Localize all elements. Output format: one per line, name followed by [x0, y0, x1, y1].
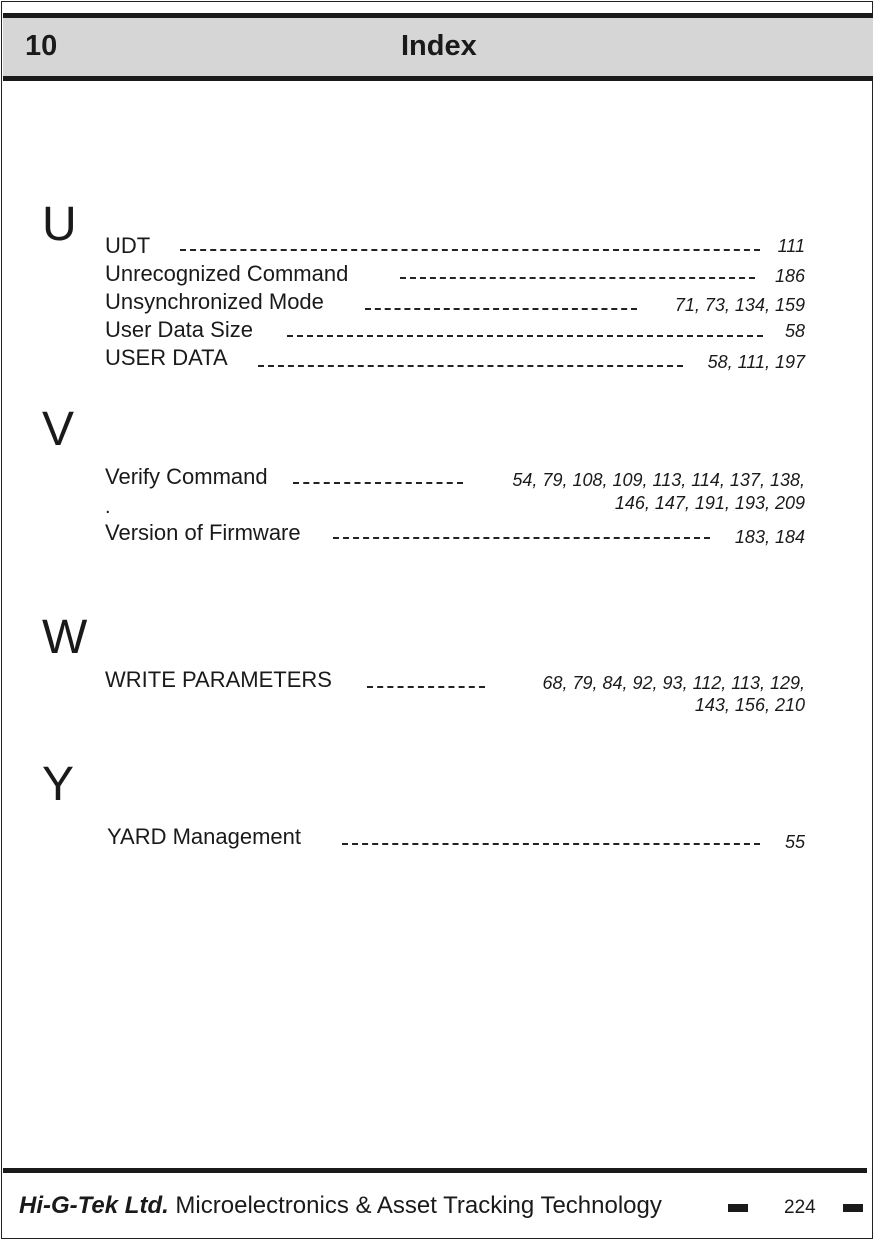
index-entry [105, 291, 805, 319]
index-term: Unsynchronized Mode [105, 289, 324, 314]
dot-leader [333, 537, 710, 539]
dot-leader [367, 686, 485, 688]
index-term: Verify Command [105, 464, 268, 489]
index-entry [105, 466, 805, 494]
index-entry [105, 263, 805, 291]
footer-tagline: Microelectronics & Asset Tracking Technology [168, 1192, 662, 1219]
chapter-header [3, 13, 873, 81]
dot-leader [180, 249, 760, 251]
index-pages: 58 [784, 321, 805, 341]
section-letter-w: W [42, 611, 88, 664]
index-pages: 68, 79, 84, 92, 93, 112, 113, 129, [542, 673, 805, 693]
dot-leader [258, 365, 683, 367]
index-entry [107, 826, 805, 854]
index-pages-continued: 146, 147, 191, 193, 209 [614, 493, 805, 513]
footer-bar-left [728, 1204, 748, 1212]
index-pages: 55 [784, 832, 805, 852]
dot-leader [365, 308, 637, 310]
section-letter-v: V [42, 403, 75, 456]
index-pages: 54, 79, 108, 109, 113, 114, 137, 138, [512, 470, 805, 490]
index-term: Version of Firmware [105, 520, 301, 545]
page-number: 224 [784, 1197, 816, 1218]
index-term: Unrecognized Command [105, 261, 349, 286]
index-term: YARD Management [107, 824, 302, 849]
index-pages: 58, 111, 197 [707, 352, 805, 372]
index-term: UDT [105, 233, 151, 258]
index-term: WRITE PARAMETERS [105, 667, 332, 692]
section-letter-u: U [42, 198, 77, 251]
index-pages: 71, 73, 134, 159 [674, 295, 805, 315]
continuation-mark: . [105, 496, 111, 518]
chapter-number: 10 [25, 30, 58, 62]
index-entry [105, 669, 805, 697]
index-pages: 183, 184 [734, 527, 805, 547]
section-letter-y: Y [42, 758, 75, 811]
dot-leader [287, 335, 763, 337]
chapter-title: Index [401, 30, 477, 62]
footer-bar-right [843, 1204, 863, 1212]
dot-leader [342, 843, 760, 845]
index-pages-continued: 143, 156, 210 [694, 695, 805, 715]
index-entry [105, 319, 805, 347]
index-term: User Data Size [105, 317, 253, 342]
index-entry [105, 347, 805, 375]
footer-text [19, 1194, 662, 1218]
dot-leader [293, 482, 463, 484]
page-frame [1, 1, 873, 1239]
index-term: USER DATA [105, 345, 228, 370]
index-pages: 186 [774, 266, 805, 286]
index-entry [105, 522, 805, 550]
footer-brand: Hi-G-Tek Ltd. [19, 1192, 169, 1219]
footer-rule [3, 1168, 867, 1173]
dot-leader [400, 277, 755, 279]
index-pages: 111 [777, 236, 805, 256]
index-entry [105, 235, 805, 263]
